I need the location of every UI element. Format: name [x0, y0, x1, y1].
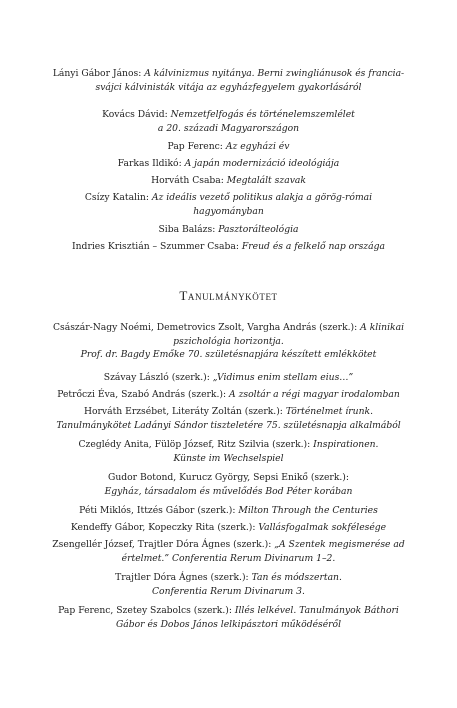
entry-line: [40, 371, 417, 385]
entry-line: [40, 504, 417, 518]
entry-line: [40, 452, 417, 466]
entry-title: Künste im Wechselspiel: [173, 452, 284, 464]
entry-title: Tan és módszertan.: [251, 572, 342, 583]
entry-line: [40, 348, 417, 362]
book-entry: [40, 521, 417, 535]
entry-title: Inspirationen.: [313, 439, 379, 450]
entry-line: [40, 157, 417, 171]
entry-line: [40, 140, 417, 154]
book-entry: [40, 405, 417, 432]
entry-title: hagyományban: [193, 205, 264, 217]
entry-author: Pap Ferenc, Szetey Szabolcs (szerk.):: [58, 605, 235, 616]
entry-line: [40, 321, 417, 335]
entry-line: [40, 552, 417, 566]
book-entry: [40, 157, 417, 171]
entry-line: [40, 108, 417, 122]
entry-title: „Vidimus enim stellam eius…”: [212, 372, 354, 383]
entry-title: Az ideális vezető politikus alakja a görög-római: [151, 192, 373, 203]
entry-author: Péti Miklós, Ittzés Gábor (szerk.):: [79, 505, 239, 516]
entry-title: Történelmet írunk.: [285, 406, 374, 417]
book-entry: [40, 604, 417, 631]
entry-line: [40, 471, 417, 485]
book-entry: [40, 538, 417, 565]
book-entry: [40, 108, 417, 135]
entry-title: a 20. századi Magyarországon: [157, 122, 300, 134]
entry-author: Kendeffy Gábor, Kopeczky Rita (szerk.):: [70, 522, 259, 533]
entry-title: Illés lelkével. Tanulmányok Báthori: [234, 605, 399, 616]
entry-line: [40, 240, 417, 254]
entry-title: Egyház, társadalom és művelődés Bod Péter korában: [104, 485, 353, 497]
section-heading: Tanulmánykötet: [179, 288, 278, 303]
entry-title: Tanulmánykötet Ladányi Sándor tiszteletére 75. születésnapja alkalmából: [56, 419, 401, 431]
book-entry: [40, 438, 417, 465]
entry-line: [40, 335, 417, 349]
entry-title: Milton Through the Centuries: [238, 505, 378, 516]
entry-title: Prof. dr. Bagdy Emőke 70. születésnapjára készített emlékkötet: [80, 349, 377, 361]
entry-title: A japán modernizáció ideológiája: [184, 158, 340, 169]
book-entry: [40, 388, 417, 402]
entry-line: [40, 81, 417, 95]
entry-author: Horváth Csaba:: [151, 175, 227, 186]
entry-line: [40, 419, 417, 433]
book-entry: [40, 371, 417, 385]
entry-author: Trajtler Dóra Ágnes (szerk.):: [115, 572, 252, 583]
entry-line: [40, 604, 417, 618]
entry-author: Lányi Gábor János:: [52, 68, 145, 79]
book-entry: [40, 223, 417, 237]
entry-title: A zsoltár a régi magyar irodalomban: [229, 389, 400, 400]
entry-author: Farkas Ildikó:: [117, 158, 185, 169]
entry-title: Pasztorálteológia: [218, 224, 299, 235]
entry-author: Horváth Erzsébet, Literáty Zoltán (szerk.):: [83, 406, 286, 417]
entry-author: Gudor Botond, Kurucz György, Sepsi Enikő (szerk.):: [108, 472, 349, 483]
entry-line: [40, 205, 417, 219]
entry-title: Az egyházi év: [225, 141, 290, 152]
entry-line: [40, 388, 417, 402]
book-entry: [40, 140, 417, 154]
entry-line: [40, 571, 417, 585]
entry-author: Császár-Nagy Noémi, Demetrovics Zsolt, Vargha András (szerk.):: [52, 322, 361, 333]
entry-line: [40, 521, 417, 535]
entry-title: svájci kálvinisták vitája az egyházfegyelem gyakorlásáról: [95, 81, 362, 93]
entry-line: [40, 485, 417, 499]
entry-title: Gábor és Dobos János lelkipásztori működéséről: [115, 618, 342, 630]
entry-title: értelmet.” Conferentia Rerum Divinarum 1–2.: [121, 552, 336, 564]
entry-author: Szávay László (szerk.):: [103, 372, 213, 383]
entry-line: [40, 223, 417, 237]
entry-title: pszichológia horizontja.: [173, 335, 284, 347]
entry-title: Vallásfogalmak sokfélesége: [258, 522, 387, 533]
entry-title: „A Szentek megismerése ad: [274, 539, 405, 550]
entry-line: [40, 191, 417, 205]
entry-author: Czeglédy Anita, Fülöp József, Ritz Szilvia (szerk.):: [78, 439, 314, 450]
book-entry: [40, 504, 417, 518]
entry-title: Nemzetfelfogás és történelemszemlélet: [170, 109, 355, 120]
entry-author: Siba Balázs:: [158, 224, 219, 235]
book-entry: [40, 571, 417, 598]
entry-author: Pap Ferenc:: [167, 141, 226, 152]
book-entry: [40, 174, 417, 188]
entry-author: Kovács Dávid:: [102, 109, 171, 120]
entry-author: Csízy Katalin:: [84, 192, 152, 203]
entry-title: Freud és a felkelő nap országa: [241, 241, 385, 252]
book-entry: [40, 67, 417, 94]
entry-line: [40, 618, 417, 632]
entry-line: [40, 405, 417, 419]
book-entry: [40, 471, 417, 498]
entry-line: [40, 538, 417, 552]
book-entry: [40, 240, 417, 254]
entry-title: A klinikai: [360, 322, 405, 333]
entry-line: [40, 174, 417, 188]
book-entry: [40, 191, 417, 218]
entry-title: Megtalált szavak: [226, 175, 306, 186]
entry-line: [40, 122, 417, 136]
entry-author: Zsengellér József, Trajtler Dóra Ágnes (szerk.):: [52, 539, 275, 550]
entry-line: [40, 585, 417, 599]
entry-title: Conferentia Rerum Divinarum 3.: [152, 585, 305, 597]
entry-line: [40, 438, 417, 452]
book-entry: [40, 321, 417, 362]
entry-title: A kálvinizmus nyitánya. Berni zwingliánusok és francia-: [144, 68, 405, 79]
entry-author: Indries Krisztián – Szummer Csaba:: [72, 241, 242, 252]
entry-line: [40, 67, 417, 81]
entry-author: Petrőczi Éva, Szabó András (szerk.):: [57, 389, 230, 400]
